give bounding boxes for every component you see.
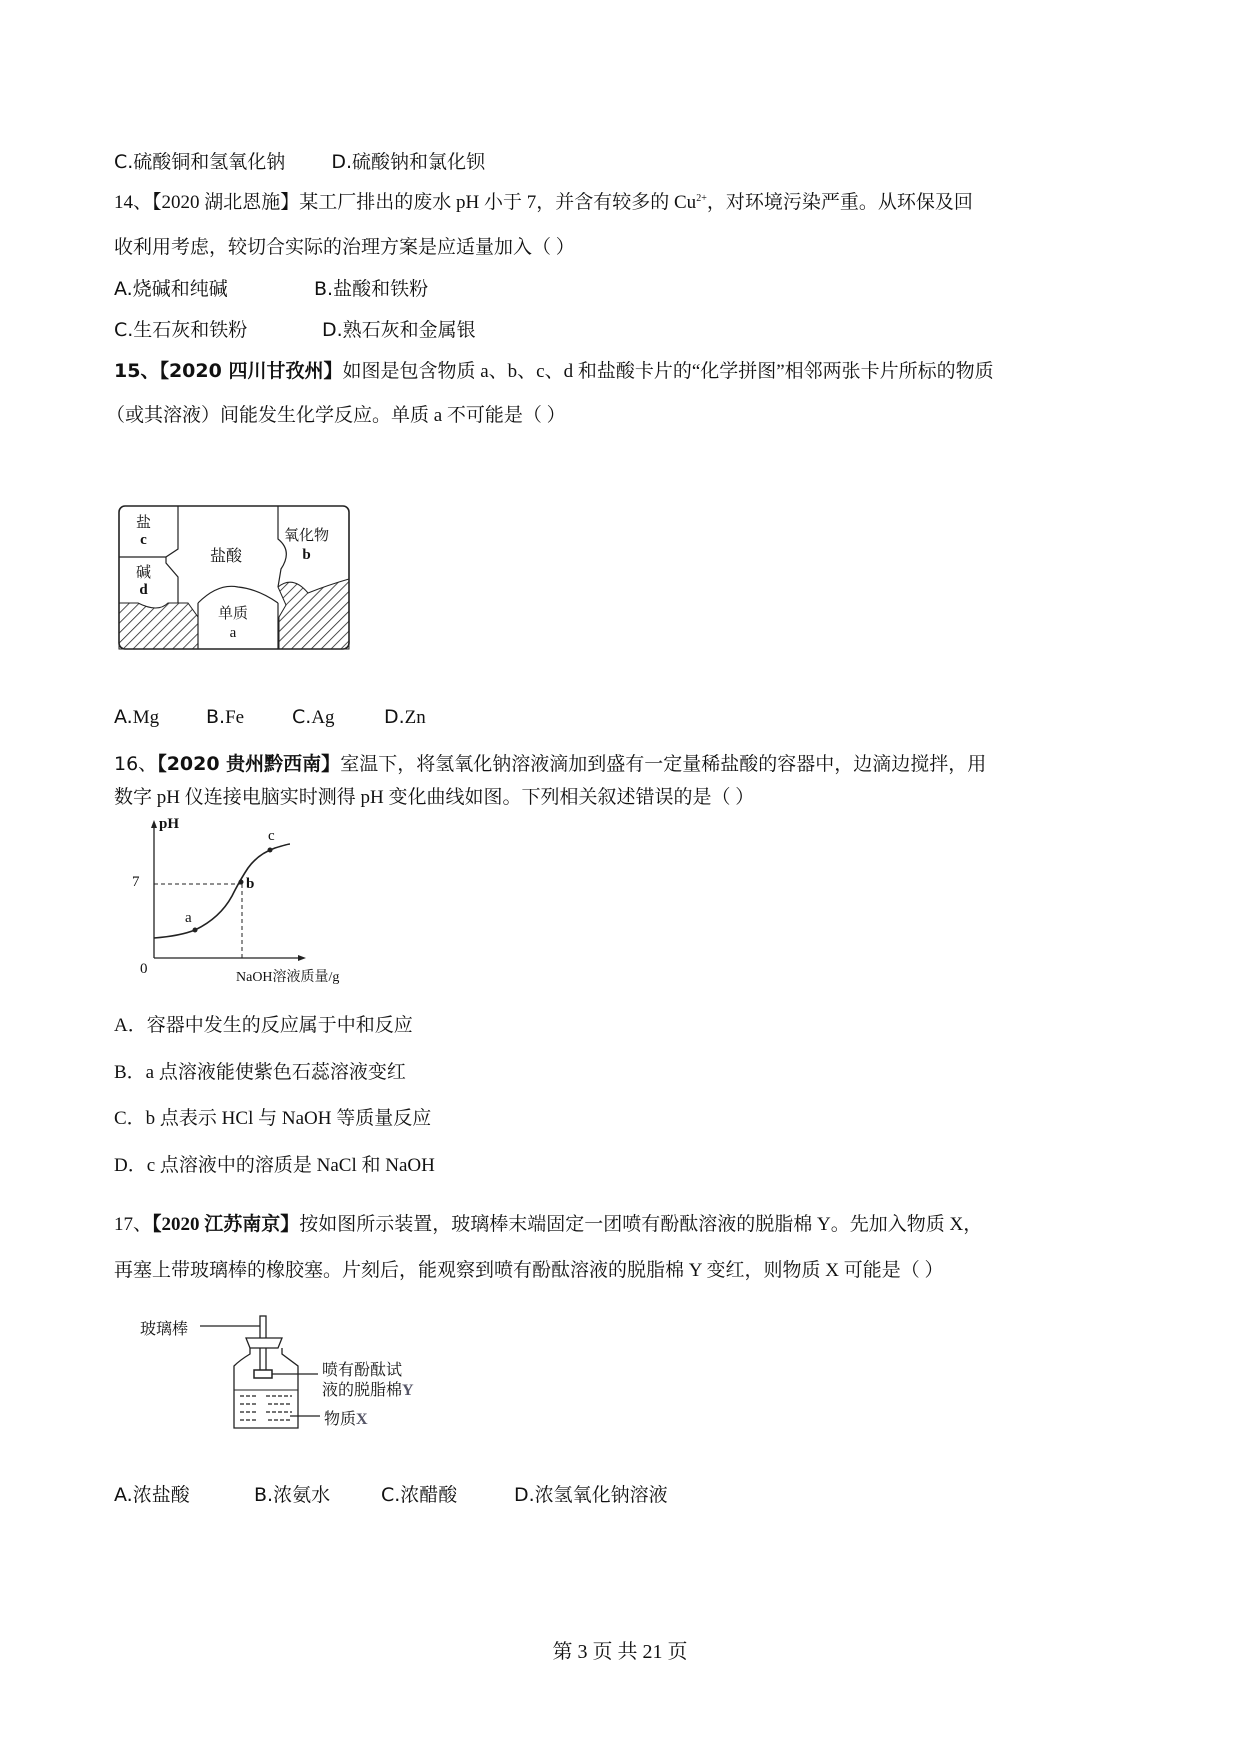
q17-option-b: B.浓氨水 (254, 1484, 331, 1506)
apparatus-svg (150, 1308, 470, 1438)
q16-source: 【2020 贵州黔西南】 (157, 753, 341, 775)
q17-option-c: C.浓醋酸 (381, 1484, 458, 1506)
page-footer: 第 3 页 共 21 页 (552, 1641, 688, 1663)
chart-origin: 0 (140, 961, 148, 977)
q17-stem-text: 按如图所示装置，玻璃棒末端固定一团喷有酚酞溶液的脱脂棉 Y。先加入物质 X， (299, 1214, 983, 1235)
q15-stem-line1 (114, 359, 994, 384)
q15-options (114, 705, 426, 730)
q14-options-row1 (114, 277, 428, 301)
q14-options-row2 (114, 318, 476, 342)
card-element-letter: a (229, 625, 237, 641)
card-base-label: 碱 (136, 563, 152, 581)
q15-option-a: A.Mg (114, 706, 160, 728)
chart-point-a: a (185, 910, 192, 926)
card-acid: 盐酸 (210, 546, 243, 565)
q15-option-b: B.Fe (206, 706, 245, 728)
label-substance-text: 物质 (324, 1409, 357, 1428)
q14-option-a: A.烧碱和纯碱 (114, 278, 228, 300)
q13-options-line (114, 150, 485, 174)
label-cotton-line2: 液的脱脂棉 (322, 1380, 403, 1399)
q14-stem-part2: ，对环境污染严重。从环保及回 (706, 192, 973, 213)
q13-option-d: D.硫酸钠和氯化钡 (331, 151, 486, 173)
q16-stem-line2: 数字 pH 仪连接电脑实时测得 pH 变化曲线如图。下列相关叙述错误的是（ ） (114, 787, 755, 808)
q17-stem-line1 (114, 1213, 982, 1237)
q17-stem-line2: 再塞上带玻璃棒的橡胶塞。片刻后，能观察到喷有酚酞溶液的脱脂棉 Y 变红，则物质 X 可能是（ ） (114, 1260, 944, 1281)
chart-point-b: b (246, 876, 255, 892)
chart-ytick-7: 7 (132, 874, 140, 890)
label-substance-letter: X (356, 1411, 368, 1428)
card-salt-letter: c (140, 532, 147, 548)
ph-curve-svg (140, 818, 390, 988)
q14-stem-part: 某工厂排出的废水 pH 小于 7，并含有较多的 Cu (299, 192, 697, 213)
q16-option-c: C．b 点表示 HCl 与 NaOH 等质量反应 (114, 1108, 432, 1129)
q17-option-d: D.浓氢氧化钠溶液 (514, 1484, 668, 1506)
q16-stem-line1 (114, 752, 986, 777)
ph-curve-chart (132, 816, 390, 988)
q14-option-d: D.熟石灰和金属银 (322, 319, 476, 341)
chart-xlabel: NaOH溶液质量/g (236, 970, 340, 985)
q16-number: 16、 (114, 753, 158, 775)
card-salt-label: 盐 (136, 513, 152, 531)
card-element-label: 单质 (218, 604, 249, 622)
card-salt (136, 513, 151, 549)
label-cotton-line1: 喷有酚酞试 (322, 1360, 403, 1379)
q14-option-c: C.生石灰和铁粉 (114, 319, 248, 341)
card-element (218, 603, 248, 643)
card-oxide-label: 氧化物 (284, 526, 330, 544)
apparatus-figure (140, 1308, 470, 1438)
q16-option-a: A．容器中发生的反应属于中和反应 (114, 1015, 413, 1036)
q15-stem-text: 如图是包含物质 a、b、c、d 和盐酸卡片的“化学拼图”相邻两张卡片所标的物质 (342, 361, 994, 382)
card-base-letter: d (139, 582, 148, 598)
label-cotton-letter: Y (402, 1382, 414, 1399)
label-substance (324, 1406, 368, 1429)
q16-option-d: D．c 点溶液中的溶质是 NaCl 和 NaOH (114, 1155, 435, 1176)
chart-ylabel: pH (159, 816, 180, 832)
q15-option-c: C.Ag (292, 706, 335, 728)
q14-sup: 2+ (696, 193, 707, 204)
label-glass-rod: 玻璃棒 (140, 1319, 189, 1338)
q16-stem-text: 室温下，将氢氧化钠溶液滴加到盛有一定量稀盐酸的容器中，边滴边搅拌，用 (340, 754, 987, 775)
q17-options (114, 1483, 668, 1507)
label-cotton (322, 1360, 414, 1401)
q14-option-b: B.盐酸和铁粉 (314, 278, 429, 300)
q15-source: 【2020 四川甘孜州】 (159, 360, 343, 382)
card-base (136, 563, 151, 599)
q14-stem-line2: 收利用考虑，较切合实际的治理方案是应适量加入（ ） (114, 237, 575, 258)
q14-stem-line1 (114, 191, 973, 215)
q17-number: 17、 (114, 1214, 153, 1235)
q14-number: 14、 (114, 192, 153, 213)
q14-source: 【2020 湖北恩施】 (152, 192, 300, 213)
chart-point-c: c (268, 828, 275, 844)
card-oxide (284, 525, 329, 565)
q15-stem-line2: （或其溶液）间能发生化学反应。单质 a 不可能是（ ） (106, 405, 566, 426)
q17-source: 【2020 江苏南京】 (152, 1214, 300, 1235)
chemistry-puzzle-figure (118, 505, 350, 650)
q15-number: 15、 (114, 360, 160, 382)
q13-option-c: C.硫酸铜和氢氧化钠 (114, 151, 286, 173)
card-oxide-letter: b (302, 547, 311, 563)
q17-option-a: A.浓盐酸 (114, 1484, 190, 1506)
q15-option-d: D.Zn (384, 706, 426, 728)
q16-option-b: B．a 点溶液能使紫色石蕊溶液变红 (114, 1062, 406, 1083)
